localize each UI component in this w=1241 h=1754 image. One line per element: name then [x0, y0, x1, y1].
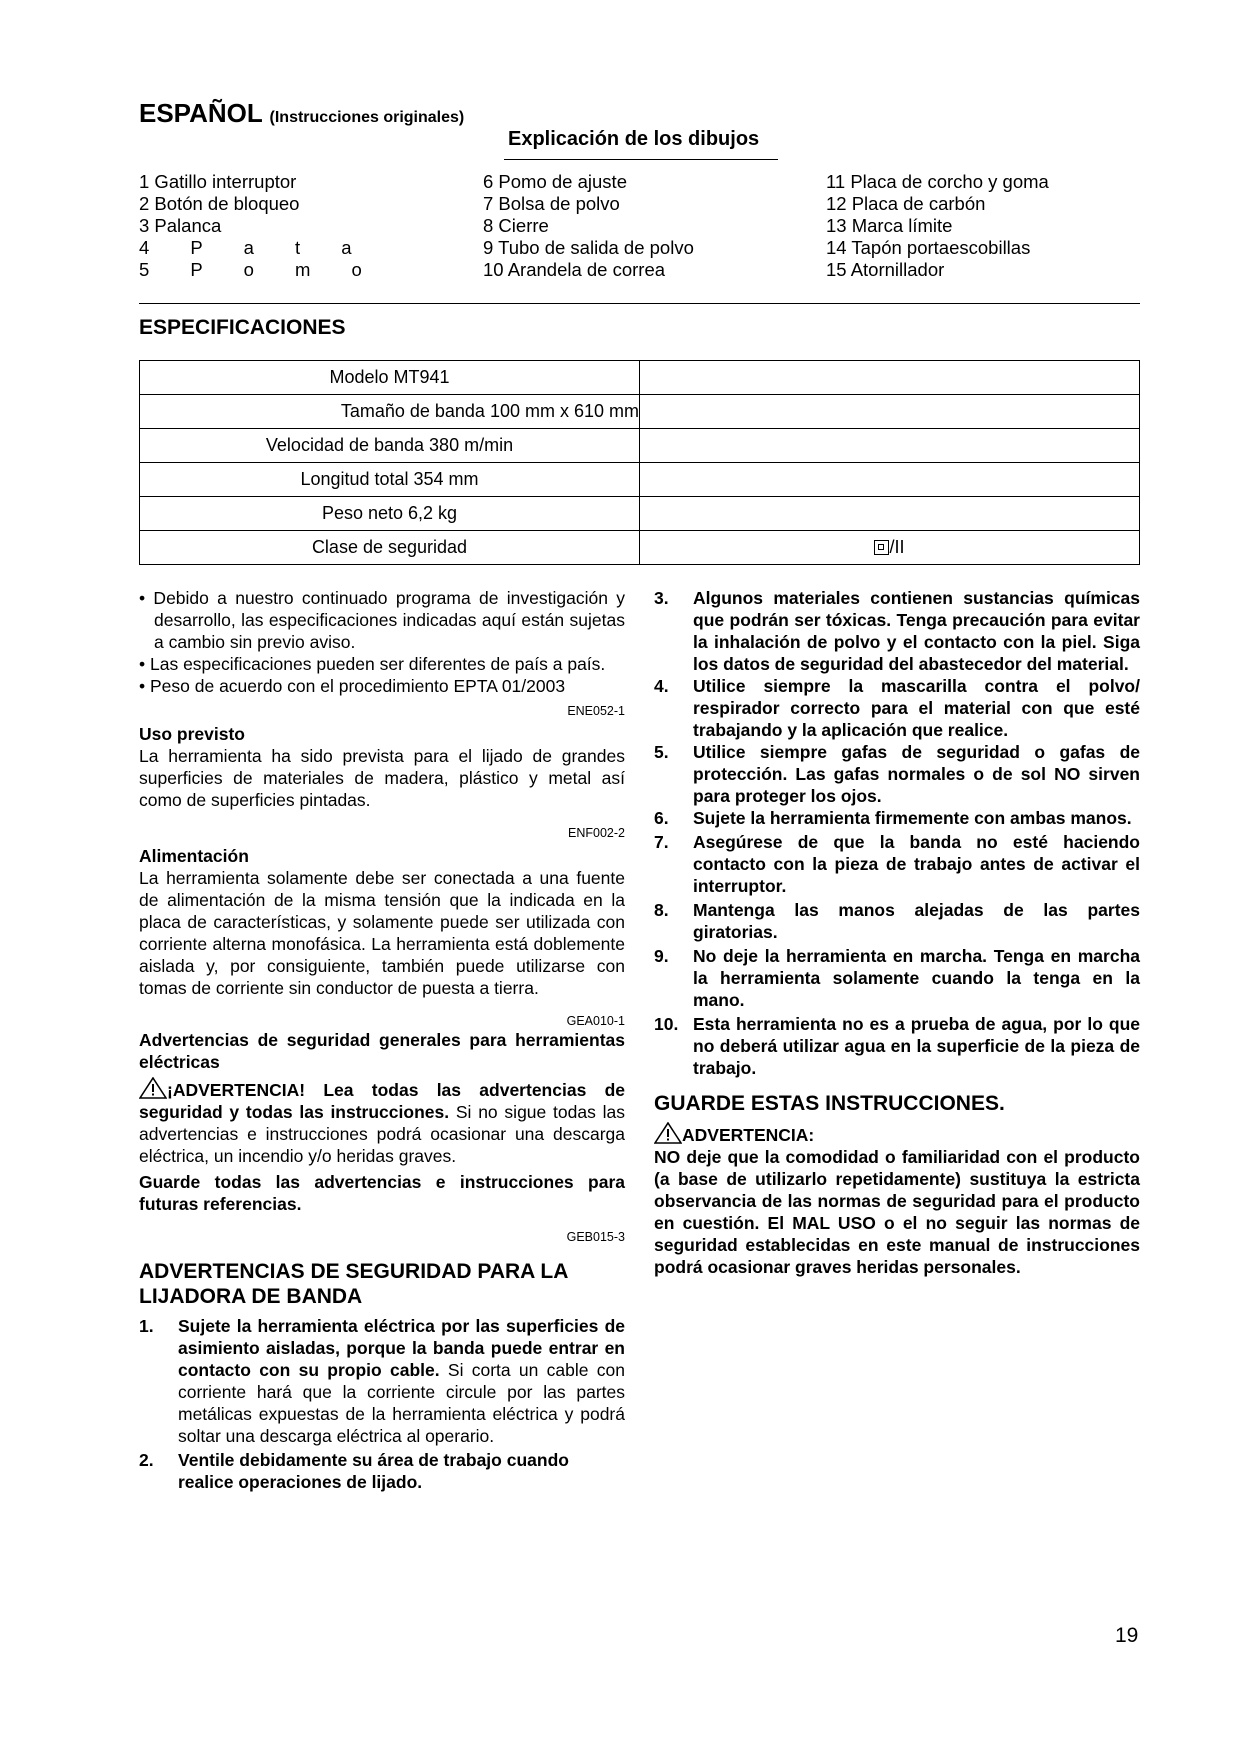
item-text: No deje la herramienta en marcha. Tenga en marcha la herramienta solamente cuando la tenga en la mano. — [693, 946, 1140, 1010]
list-item — [654, 675, 1140, 741]
section-heading: Advertencias de seguridad generales para herramientas eléctricas — [139, 1030, 625, 1072]
part-item: 15 Atornillador — [826, 259, 945, 280]
spec-label: Peso neto 6,2 kg — [140, 497, 640, 531]
doc-code: GEB015-3 — [566, 1230, 625, 1244]
list-item — [654, 1013, 1140, 1079]
section-heading: Uso previsto — [139, 724, 245, 744]
spec-label: Modelo MT941 — [140, 361, 640, 395]
item-text: Sujete la herramienta firmemente con ambas manos. — [693, 808, 1132, 828]
table-row — [140, 361, 1140, 395]
part-item: 4 P a t a — [139, 237, 370, 258]
part-item: 3 Palanca — [139, 215, 222, 236]
item-number: 6. — [654, 808, 669, 828]
spec-note: • Las especificaciones pueden ser diferentes de país a país. — [139, 654, 606, 674]
spec-value — [640, 429, 1140, 463]
spec-value — [640, 361, 1140, 395]
right-column — [654, 587, 1140, 1278]
list-item — [654, 899, 1140, 943]
spec-value — [640, 395, 1140, 429]
language-note: (Instrucciones originales) — [269, 109, 465, 126]
part-item: 13 Marca límite — [826, 215, 953, 236]
part-item: 14 Tapón portaescobillas — [826, 237, 1031, 258]
item-number: 7. — [654, 832, 669, 852]
item-number: 3. — [654, 588, 669, 608]
warning-bold-text: ¡ADVERTENCIA! Lea todas las advertencias de seguridad y todas las instrucciones. — [139, 1080, 625, 1122]
item-text: Esta herramienta no es a prueba de agua, por lo que no deberá utilizar agua en la superficie de la pieza de trabajo. — [693, 1014, 1140, 1078]
double-insulation-icon — [874, 540, 889, 555]
part-item: 6 Pomo de ajuste — [483, 171, 627, 192]
warning-icon — [654, 1122, 682, 1144]
item-number: 5. — [654, 742, 669, 762]
drawings-title: Explicación de los dibujos — [508, 128, 760, 150]
part-item: 9 Tubo de salida de polvo — [483, 237, 694, 258]
part-item: 7 Bolsa de polvo — [483, 193, 620, 214]
item-text: Algunos materiales contienen sustancias químicas que podrán ser tóxicas. Tenga precaución para evitar la inhalación de polvo y el contacto con la piel. Siga los datos de seguridad del abastecedor del material. — [693, 588, 1140, 674]
left-column — [139, 587, 625, 1493]
item-number: 2. — [139, 1450, 154, 1470]
part-item: 1 Gatillo interruptor — [139, 171, 297, 192]
part-item: 5 P o m o — [139, 259, 380, 280]
table-row — [140, 531, 1140, 565]
spec-label: Tamaño de banda 100 mm x 610 mm — [140, 395, 640, 429]
item-number: 1. — [139, 1316, 154, 1336]
doc-code: ENF002-2 — [568, 826, 625, 840]
item-text: Utilice siempre la mascarilla contra el polvo/ respirador correcto para el material con que esté trabajando y la aplicación que realice. — [693, 676, 1140, 740]
specs-table — [139, 360, 1140, 565]
doc-code: ENE052-1 — [567, 704, 625, 718]
section-text: La herramienta solamente debe ser conectada a una fuente de alimentación de la misma tensión que la indicada en la placa de características, y solamente puede ser utilizada con corriente alterna monofásica. La herramienta está doblemente aislada y, por consiguiente, también puede utilizarse con tomas de corriente sin conductor de puesta a tierra. — [139, 868, 625, 998]
section-heading: Alimentación — [139, 846, 249, 866]
doc-code: GEA010-1 — [566, 1014, 625, 1028]
drawings-title-underline — [504, 159, 778, 160]
item-text: Mantenga las manos alejadas de las partes giratorias. — [693, 900, 1140, 942]
spec-label: Longitud total 354 mm — [140, 463, 640, 497]
list-item — [654, 741, 1140, 807]
list-item — [654, 831, 1140, 897]
specs-title: ESPECIFICACIONES — [139, 316, 346, 339]
spec-label: Clase de seguridad — [140, 531, 640, 565]
table-row — [140, 429, 1140, 463]
list-item — [654, 807, 1140, 829]
page-number: 19 — [1115, 1624, 1139, 1647]
list-item — [139, 1315, 625, 1447]
language-label: ESPAÑOL — [139, 98, 263, 128]
table-row — [140, 497, 1140, 531]
spec-value-cell — [640, 531, 1140, 565]
page-title — [139, 98, 464, 129]
part-item: 11 Placa de corcho y goma — [826, 171, 1049, 192]
warning-text: Si no sigue todas las advertencias e instrucciones podrá ocasionar una descarga eléctrica, un incendio y/o heridas graves. — [139, 1102, 625, 1166]
warning-text: NO deje que la comodidad o familiaridad con el producto (a base de utilizarlo repetidamente) sustituya la estricta observancia de las normas de seguridad para el producto en cuestión. El MAL USO o el no seguir las normas de seguridad establecidas en este manual de instrucciones podrá ocasionar graves heridas personales. — [654, 1147, 1140, 1277]
item-number: 4. — [654, 676, 669, 696]
parts-column-1 — [139, 171, 380, 281]
section-text: La herramienta ha sido prevista para el lijado de grandes superficies de materiales de madera, plástico y metal así como de superficies pintadas. — [139, 746, 625, 810]
spec-value — [640, 463, 1140, 497]
item-text: Si corta un cable con corriente hará que la corriente circule por las partes metálicas expuestas de la herramienta eléctrica y podrá soltar una descarga eléctrica al operario. — [178, 1360, 626, 1446]
spec-note: • Peso de acuerdo con el procedimiento EPTA 01/2003 — [139, 676, 566, 696]
spec-note: • Debido a nuestro continuado programa de investigación y desarrollo, las especificaciones indicadas aquí están sujetas a cambio sin previo aviso. — [139, 588, 625, 652]
table-row — [140, 395, 1140, 429]
list-item — [654, 587, 1140, 675]
spec-value — [640, 497, 1140, 531]
sander-safety-title: ADVERTENCIAS DE SEGURIDAD PARA LA LIJADORA DE BANDA — [139, 1260, 568, 1308]
list-item — [654, 945, 1140, 1011]
item-text: Ventile debidamente su área de trabajo cuando realice operaciones de lijado. — [178, 1450, 569, 1492]
list-item — [139, 1449, 625, 1493]
part-item: 8 Cierre — [483, 215, 549, 236]
part-item: 2 Botón de bloqueo — [139, 193, 300, 214]
item-number: 8. — [654, 900, 669, 920]
section-divider — [139, 303, 1140, 304]
spec-value: /II — [889, 537, 905, 557]
item-bold-text: Sujete la herramienta eléctrica por las superficies de asimiento aisladas, porque la banda puede entrar en contacto con su propio cable. — [178, 1316, 625, 1380]
table-row — [140, 463, 1140, 497]
keep-instructions-heading: GUARDE ESTAS INSTRUCCIONES. — [654, 1092, 1005, 1115]
warning-icon — [139, 1077, 167, 1099]
parts-column-3 — [826, 171, 1049, 281]
warning-heading — [654, 1122, 1140, 1146]
parts-column-2 — [483, 171, 694, 281]
warning-paragraph — [139, 1077, 625, 1167]
part-item: 12 Placa de carbón — [826, 193, 986, 214]
part-item: 10 Arandela de correa — [483, 259, 666, 280]
spec-label: Velocidad de banda 380 m/min — [140, 429, 640, 463]
item-number: 9. — [654, 946, 669, 966]
warning-label: ADVERTENCIA: — [682, 1125, 815, 1145]
item-text: Asegúrese de que la banda no esté haciendo contacto con la pieza de trabajo antes de activar el interruptor. — [693, 832, 1140, 896]
item-number: 10. — [654, 1014, 679, 1034]
keep-instructions-text: Guarde todas las advertencias e instrucciones para futuras referencias. — [139, 1172, 625, 1214]
item-text: Utilice siempre gafas de seguridad o gafas de protección. Las gafas normales o de sol NO sirven para proteger los ojos. — [693, 742, 1140, 806]
